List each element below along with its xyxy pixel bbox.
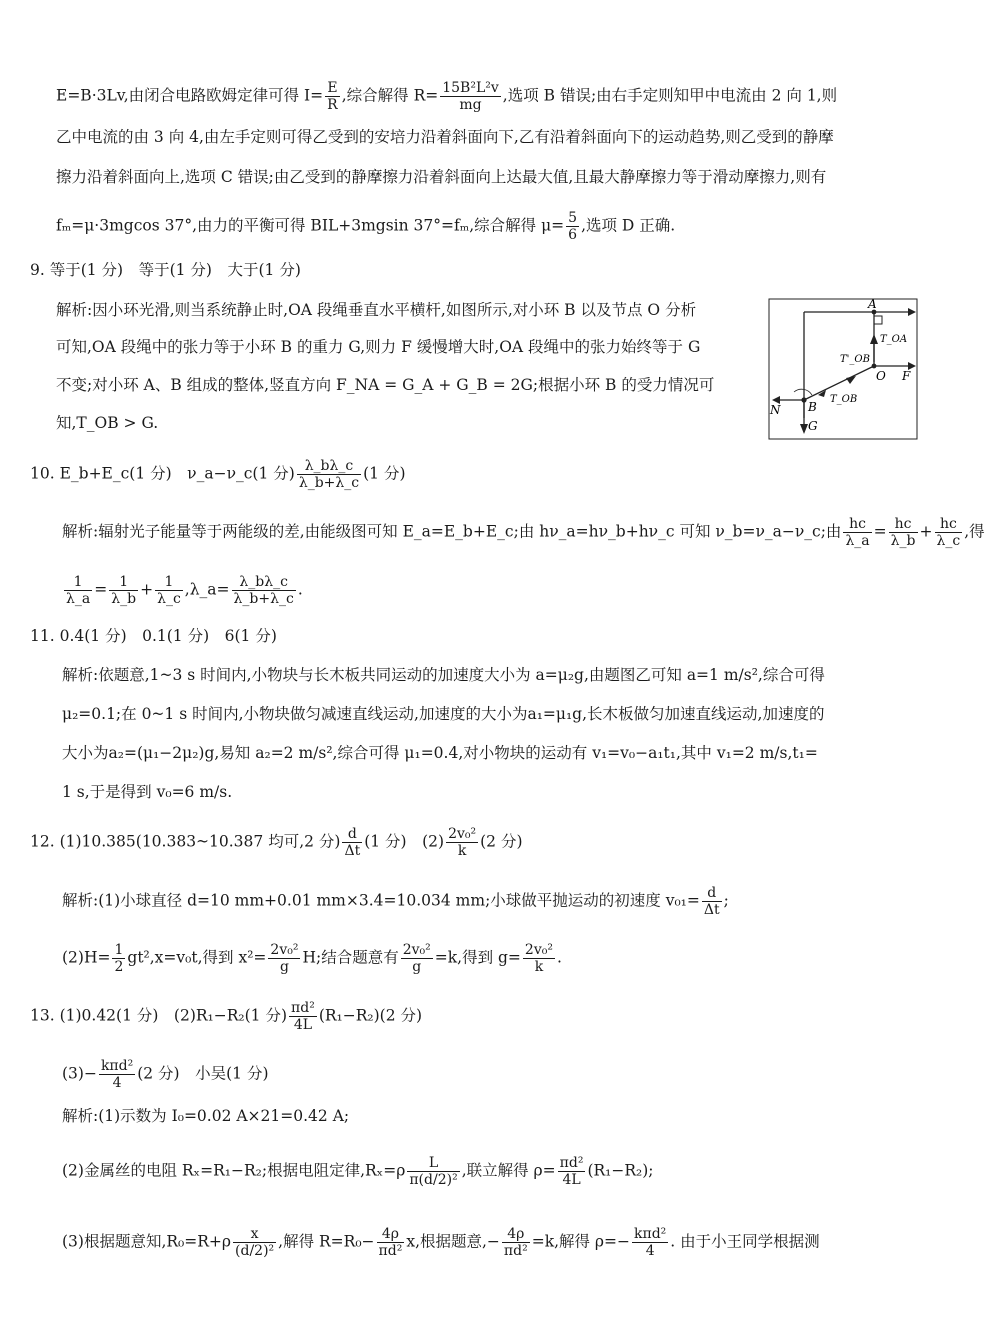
arrow-head-icon: [908, 308, 916, 316]
label-o: O: [876, 369, 886, 383]
label-tob: T_OB: [830, 394, 858, 405]
q9-line-1: 解析:因小环光滑,则当系统静止时,OA 段绳垂直水平横杆,如图所示,对小环 B 以及节点 O 分析: [56, 301, 697, 319]
q12-line-1: 解析:(1)小球直径 d=10 mm+0.01 mm×3.4=10.034 mm;小球做平抛运动的初速度 v₀₁= $\frac{d}{\Delta t}$ ;: [62, 885, 729, 918]
q13-line-2: (2)金属丝的电阻 Rₓ=R₁−R₂;根据电阻定律,Rₓ=ρ $\frac{L}{\text{π(d/2)²}}$ ,联立解得 ρ= $\frac{\text{πd²}}{4L}$ (R₁−R₂);: [62, 1155, 654, 1188]
q12-line-2: (2)H= $\frac{1}{2}$ gt²,x=v₀t,得到 x²= $\frac{\text{2v₀²}}{g}$ H;结合题意有 $\frac{\text{2v₀²}}{g}$ =k,得到 g= $\frac{\text{2v₀²}}{k}$ .: [62, 942, 562, 975]
q9-line-4: 知,T_OB > G.: [56, 414, 159, 432]
label-g: G: [808, 419, 818, 433]
force-diagram: [768, 298, 918, 440]
p8-line-4: fₘ=μ·3mgcos 37°,由力的平衡可得 BIL+3mgsin 37°=fₘ,综合解得 μ= $\frac{5}{6}$ ,选项 D 正确.: [56, 210, 676, 243]
q11-line-2: μ₂=0.1;在 0~1 s 时间内,小物块做匀减速直线运动,加速度的大小为a₁=μ₁g,长木板做匀加速直线运动,加速度的: [62, 705, 825, 723]
q10-line-2: $\frac{1}{\lambda\_a}$ = $\frac{1}{\lambda\_b}$ + $\frac{1}{\lambda\_c}$ ,λ_a= $\frac{\lambda\_b\lambda\_c}{\lambda\_b+\lambda\_c}$ .: [66, 574, 303, 607]
p8-line-3: 擦力沿着斜面向上,选项 C 错误;由乙受到的静摩擦力沿着斜面向上达最大值,且最大静摩擦力等于滑动摩擦力,则有: [56, 168, 827, 186]
label-toa: T_OA: [880, 334, 908, 345]
q11-answer: 11. 0.4(1 分) 0.1(1 分) 6(1 分): [30, 627, 277, 645]
label-f: F: [902, 369, 911, 383]
fraction: $\frac{E}{R}$: [327, 80, 338, 113]
right-angle-mark: [874, 316, 882, 324]
q11-line-4: 1 s,于是得到 v₀=6 m/s.: [62, 783, 233, 801]
tob-arrow-icon: [846, 376, 856, 384]
q9-line-2: 可知,OA 段绳中的张力等于小环 B 的重力 G,则力 F 缓慢增大时,OA 段绳中的张力始终等于 G: [56, 338, 701, 356]
q11-line-3: 大小为a₂=(μ₁−2μ₂)g,易知 a₂=2 m/s²,综合可得 μ₁=0.4,对小物块的运动有 v₁=v₀−a₁t₁,其中 v₁=2 m/s,t₁=: [62, 744, 818, 762]
q9-answer: 9. 等于(1 分) 等于(1 分) 大于(1 分): [30, 261, 301, 279]
q13-line-3: (3)根据题意知,R₀=R+ρ $\frac{x}{\text{(d/2)²}}$ ,解得 R=R₀− $\frac{4\rho}{\text{πd²}}$ x,根据题意,− $\frac{4\rho}{\text{πd²}}$ =k,解得 ρ=− $\frac{\text{kπd²}}{4}$ . 由于小王同学根据测: [62, 1226, 820, 1259]
figure-frame: [769, 299, 917, 439]
q13-answer: 13. (1)0.42(1 分) (2)R₁−R₂(1 分) $\frac{\text{πd²}}{4L}$ (R₁−R₂)(2 分): [30, 1000, 423, 1033]
label-a: A: [868, 297, 877, 311]
fraction: $\frac{5}{6}$: [568, 210, 578, 243]
label-b: B: [808, 400, 817, 414]
q11-line-1: 解析:依题意,1~3 s 时间内,小物块与长木板共同运动的加速度大小为 a=μ₂g,由题图乙可知 a=1 m/s²,综合可得: [62, 666, 825, 684]
q13-line-1: 解析:(1)示数为 I₀=0.02 A×21=0.42 A;: [62, 1107, 350, 1125]
fraction: $\frac{\lambda\_b\lambda\_c}{\lambda\_b+\lambda\_c}$: [298, 458, 360, 491]
toa-arrow-icon: [870, 334, 878, 344]
label-tob-prime: T'_OB: [840, 354, 870, 365]
fraction: $\frac{\text{15B²L²v}}{mg}$: [442, 80, 499, 113]
p8-line-1: E=B·3Lv,由闭合电路欧姆定律可得 I= $\frac{E}{R}$ ,综合解得 R= $\frac{\text{15B²L²v}}{mg}$ ,选项 B 错误;由右手定则知甲中电流由 2 向 1,则: [56, 80, 838, 113]
q10-answer: 10. E_b+E_c(1 分) ν_a−ν_c(1 分) $\frac{\lambda\_b\lambda\_c}{\lambda\_b+\lambda\_c}$ (1 分): [30, 458, 406, 491]
q12-answer: 12. (1)10.385(10.383~10.387 均可,2 分) $\frac{d}{\Delta t}$ (1 分) (2) $\frac{\text{2v₀²}}{k}$ (2 分): [30, 826, 523, 859]
q13-answer-3: (3)− $\frac{\text{kπd²}}{4}$ (2 分) 小吴(1 分): [62, 1058, 269, 1091]
label-n: N: [770, 403, 781, 417]
q9-line-3: 不变;对小环 A、B 组成的整体,竖直方向 F_NA = G_A + G_B = 2G;根据小环 B 的受力情况可: [56, 376, 715, 394]
p8-line-2: 乙中电流的由 3 向 4,由左手定则可得乙受到的安培力沿着斜面向下,乙有沿着斜面向下的运动趋势,则乙受到的静摩: [56, 128, 834, 146]
g-arrow-icon: [800, 424, 808, 434]
q10-line-1: 解析:辐射光子能量等于两能级的差,由能级图可知 E_a=E_b+E_c;由 hν_a=hν_b+hν_c 可知 ν_b=ν_a−ν_c;由 $\frac{hc}{\lambda\_a}$ = $\frac{hc}{\lambda\_b}$ + $\frac{hc}{\lambda\_c}$ ,得: [62, 516, 985, 549]
